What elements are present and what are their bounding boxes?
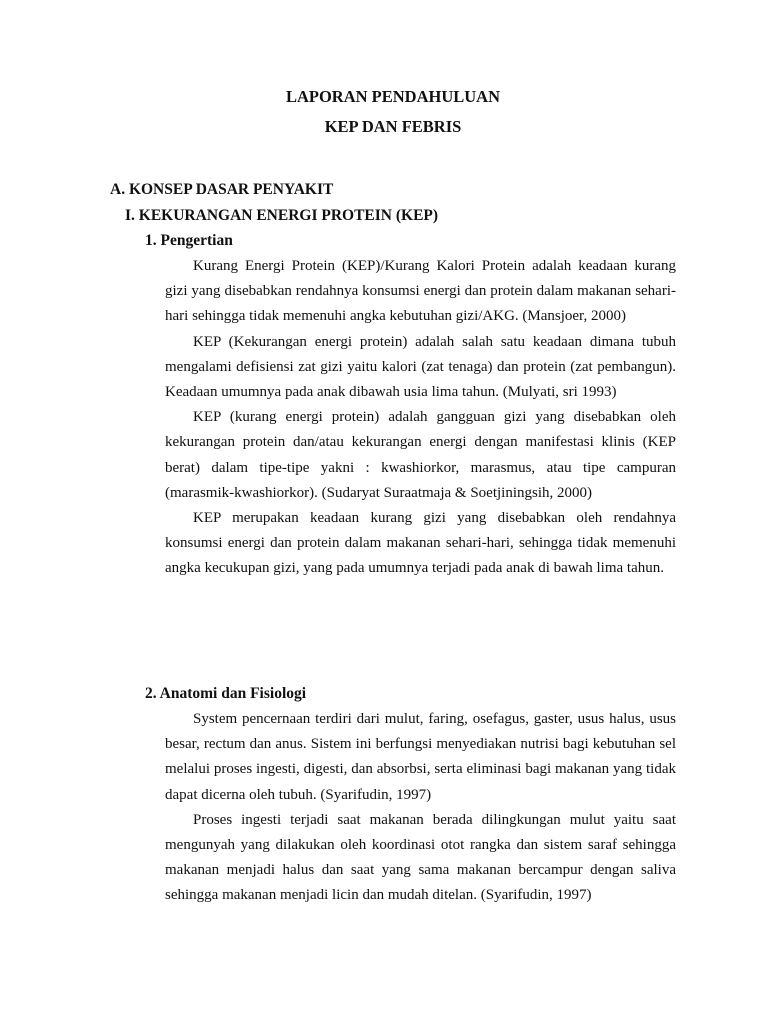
pengertian-text-block bbox=[165, 254, 676, 582]
item-heading-anatomi: 2. Anatomi dan Fisiologi bbox=[145, 685, 307, 702]
document-subtitle: KEP DAN FEBRIS bbox=[324, 117, 462, 136]
subsection-heading-i: I. KEKURANGAN ENERGI PROTEIN (KEP) bbox=[125, 207, 439, 224]
item-heading-pengertian: 1. Pengertian bbox=[145, 232, 233, 249]
paragraph: System pencernaan terdiri dari mulut, faring, osefagus, gaster, usus halus, usus besar, rectum dan anus. Sistem ini berfungsi menyediakan nutrisi bagi kebutuhan sel melalui proses ingesti, digesti, dan absorbsi, serta eliminasi bagi makanan yang tidak dapat dicerna oleh tubuh. (Syarifudin, 1997) bbox=[165, 711, 676, 803]
paragraph: Proses ingesti terjadi saat makanan berada dilingkungan mulut yaitu saat mengunyah yang dilakukan oleh koordinasi otot rangka dan sistem saraf sehingga makanan menjadi halus dan saat yang sama makanan bercampur dengan saliva sehingga makanan menjadi licin dan mudah ditelan. (Syarifudin, 1997) bbox=[165, 811, 676, 904]
anatomi-text-block bbox=[165, 707, 676, 909]
paragraph: KEP (kurang energi protein) adalah gangguan gizi yang disebabkan oleh kekurangan protein dan/atau kekurangan energi dengan manifestasi klinis (KEP berat) dalam tipe-tipe yakni : kwashiorkor, marasmus, atau tipe campuran (marasmik-kwashiorkor). (Sudaryat Suraatmaja & Soetjiningsih, 2000) bbox=[165, 409, 676, 501]
section-heading-a: A. KONSEP DASAR PENYAKIT bbox=[110, 181, 334, 198]
paragraph: KEP merupakan keadaan kurang gizi yang disebabkan oleh rendahnya konsumsi energi dan protein dalam makanan sehari-hari, sehingga tidak memenuhi angka kecukupan gizi, yang pada umumnya terjadi pada anak di bawah lima tahun. bbox=[165, 510, 676, 577]
document-title: LAPORAN PENDAHULUAN bbox=[285, 87, 501, 106]
paragraph: Kurang Energi Protein (KEP)/Kurang Kalori Protein adalah keadaan kurang gizi yang disebabkan rendahnya konsumsi energi dan protein dalam makanan sehari-hari sehingga tidak memenuhi angka kebutuhan gizi/AKG. (Mansjoer, 2000) bbox=[165, 258, 676, 325]
paragraph: KEP (Kekurangan energi protein) adalah salah satu keadaan dimana tubuh mengalami defisiensi zat gizi yaitu kalori (zat tenaga) dan protein (zat pembangun). Keadaan umumnya pada anak dibawah usia lima tahun. (Mulyati, sri 1993) bbox=[165, 333, 676, 401]
